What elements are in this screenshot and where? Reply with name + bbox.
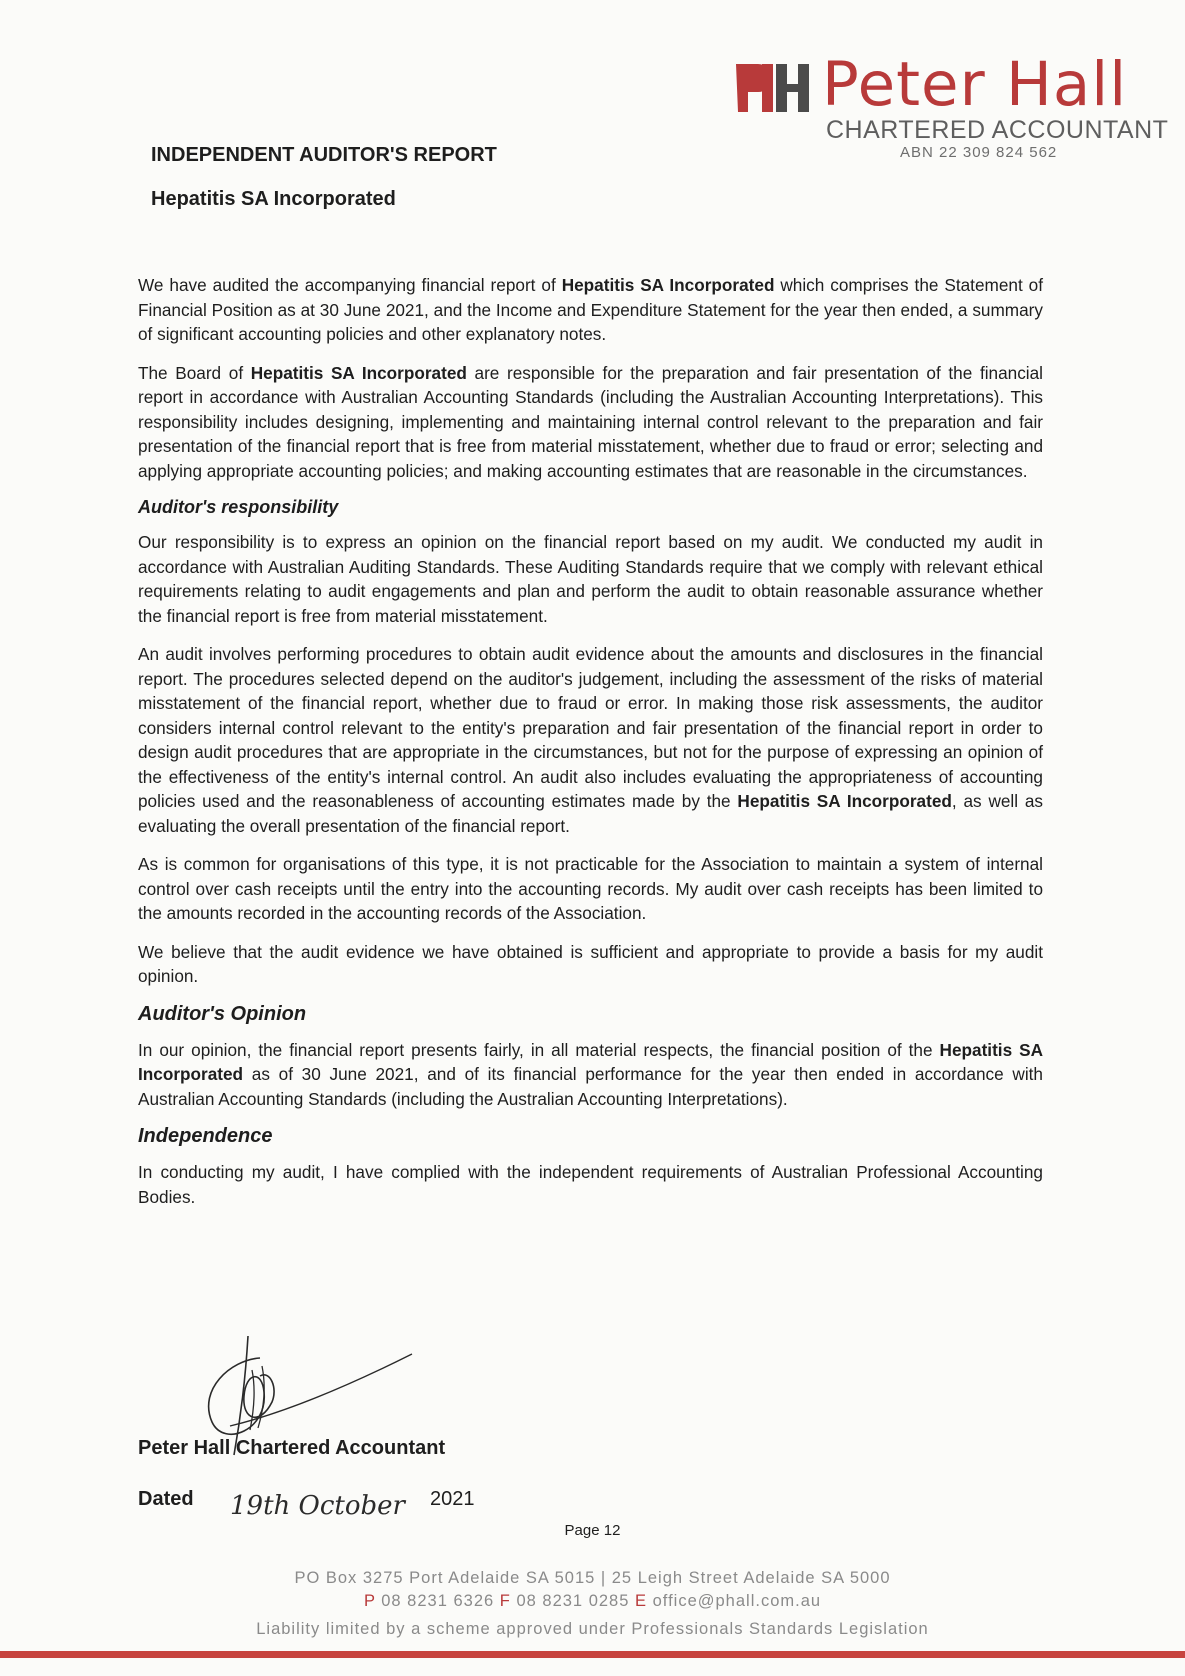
report-title: INDEPENDENT AUDITOR'S REPORT [151, 144, 497, 166]
signer-name: Peter Hall Chartered Accountant [138, 1437, 446, 1459]
page-number: Page 12 [564, 1522, 621, 1539]
paragraph-scope: We have audited the accompanying financial report of Hepatitis SA Incorporated which comprises the Statement of Financial Position as at 30 June 2021, and the Income and Expenditure Statement for the year then ended, a summary of significant accounting policies and other explanatory notes. [138, 275, 1043, 344]
ph-monogram-icon [732, 60, 814, 116]
footer-contact [0, 1592, 1185, 1611]
entity-bold: Hepatitis SA Incorporated [561, 275, 775, 295]
entity-bold: Hepatitis SA Incorporated [138, 1039, 1043, 1084]
phone-number: 08 8231 6326 [381, 1592, 495, 1610]
paragraph-independence: In conducting my audit, I have complied with the independent requirements of Australian Professional Accounting Bodies. [138, 1162, 1043, 1207]
paragraph-audit-procedures: An audit involves performing procedures to obtain audit evidence about the amounts and disclosures in the financial report. The procedures selected depend on the auditor's judgement, including the assessment of the risks of material misstatement of the financial report, whether due to fraud or error. In making those risk assessments, the auditor considers internal control relevant to the entity's preparation and fair presentation of the financial report in order to design audit procedures that are appropriate in the circumstances, but not for the purpose of expressing an opinion of the effectiveness of the entity's internal control. An audit also includes evaluating the appropriateness of accounting policies used and the reasonableness of accounting estimates made by the Hepatitis SA Incorporated, as well as evaluating the overall presentation of the financial report. [138, 644, 1044, 836]
paragraph-cash-receipts: As is common for organisations of this type, it is not practicable for the Association to maintain a system of internal control over cash receipts until the entry into the accounting records. My audit over cash receipts has been limited to the amounts recorded in the accounting records of the Association. [138, 854, 1043, 923]
dated-label: Dated [138, 1488, 194, 1510]
firm-abn: ABN 22 309 824 562 [900, 144, 1058, 161]
footer-bar [0, 1651, 1185, 1658]
email-label: E [635, 1592, 648, 1610]
paragraph-evidence: We believe that the audit evidence we have obtained is sufficient and appropriate to provide a basis for my audit opinion. [138, 941, 1043, 986]
firm-subtitle: CHARTERED ACCOUNTANT [826, 116, 1169, 144]
dated-line [138, 1478, 558, 1522]
email-address: office@phall.com.au [652, 1592, 822, 1610]
phone-label: P [363, 1592, 376, 1610]
fax-label: F [499, 1592, 511, 1610]
paragraph-opinion: In our opinion, the financial report presents fairly, in all material respects, the financial position of the Hepatitis SA Incorporated as of 30 June 2021, and of its financial performance for the year then ended in accordance with Australian Accounting Standards (including the Australian Accounting Interpretations). [138, 1039, 1043, 1109]
paragraph-responsibility: Our responsibility is to express an opinion on the financial report based on my audit. We conducted my audit in accordance with Australian Auditing Standards. These Auditing Standards require that we comply with relevant ethical requirements relating to audit engagements and plan and perform the audit to obtain reasonable assurance whether the financial report is free from material misstatement. [138, 532, 1043, 626]
heading-independence: Independence [138, 1125, 273, 1147]
svg-text:19th October: 19th October [230, 1491, 405, 1520]
handwritten-date [228, 1476, 428, 1520]
heading-auditor-opinion: Auditor's Opinion [138, 1002, 307, 1025]
letterhead-logo [732, 48, 1169, 168]
fax-number: 08 8231 0285 [516, 1592, 630, 1610]
report-body [138, 273, 1043, 1223]
entity-bold: Hepatitis SA Incorporated [737, 791, 952, 811]
paragraph-board-responsibility: The Board of Hepatitis SA Incorporated are responsible for the preparation and fair presentation of the financial report in accordance with Australian Accounting Standards (including the Australian Accounting Interpretations). This responsibility includes designing, implementing and maintaining internal control relevant to the preparation and fair presentation of the financial report that is free from material misstatement, whether due to fraud or error; selecting and applying appropriate accounting policies; and making accounting estimates that are reasonable in the circumstances. [138, 362, 1043, 481]
entity-bold: Hepatitis SA Incorporated [250, 362, 467, 383]
heading-auditor-responsibility: Auditor's responsibility [138, 497, 339, 517]
footer-address: PO Box 3275 Port Adelaide SA 5015 | 25 Leigh Street Adelaide SA 5000 [294, 1569, 891, 1587]
footer-liability: Liability limited by a scheme approved under Professionals Standards Legislation [256, 1620, 929, 1638]
firm-name: Peter Hall [822, 49, 1128, 120]
entity-name: Hepatitis SA Incorporated [151, 188, 396, 210]
dated-year: 2021 [430, 1488, 475, 1510]
